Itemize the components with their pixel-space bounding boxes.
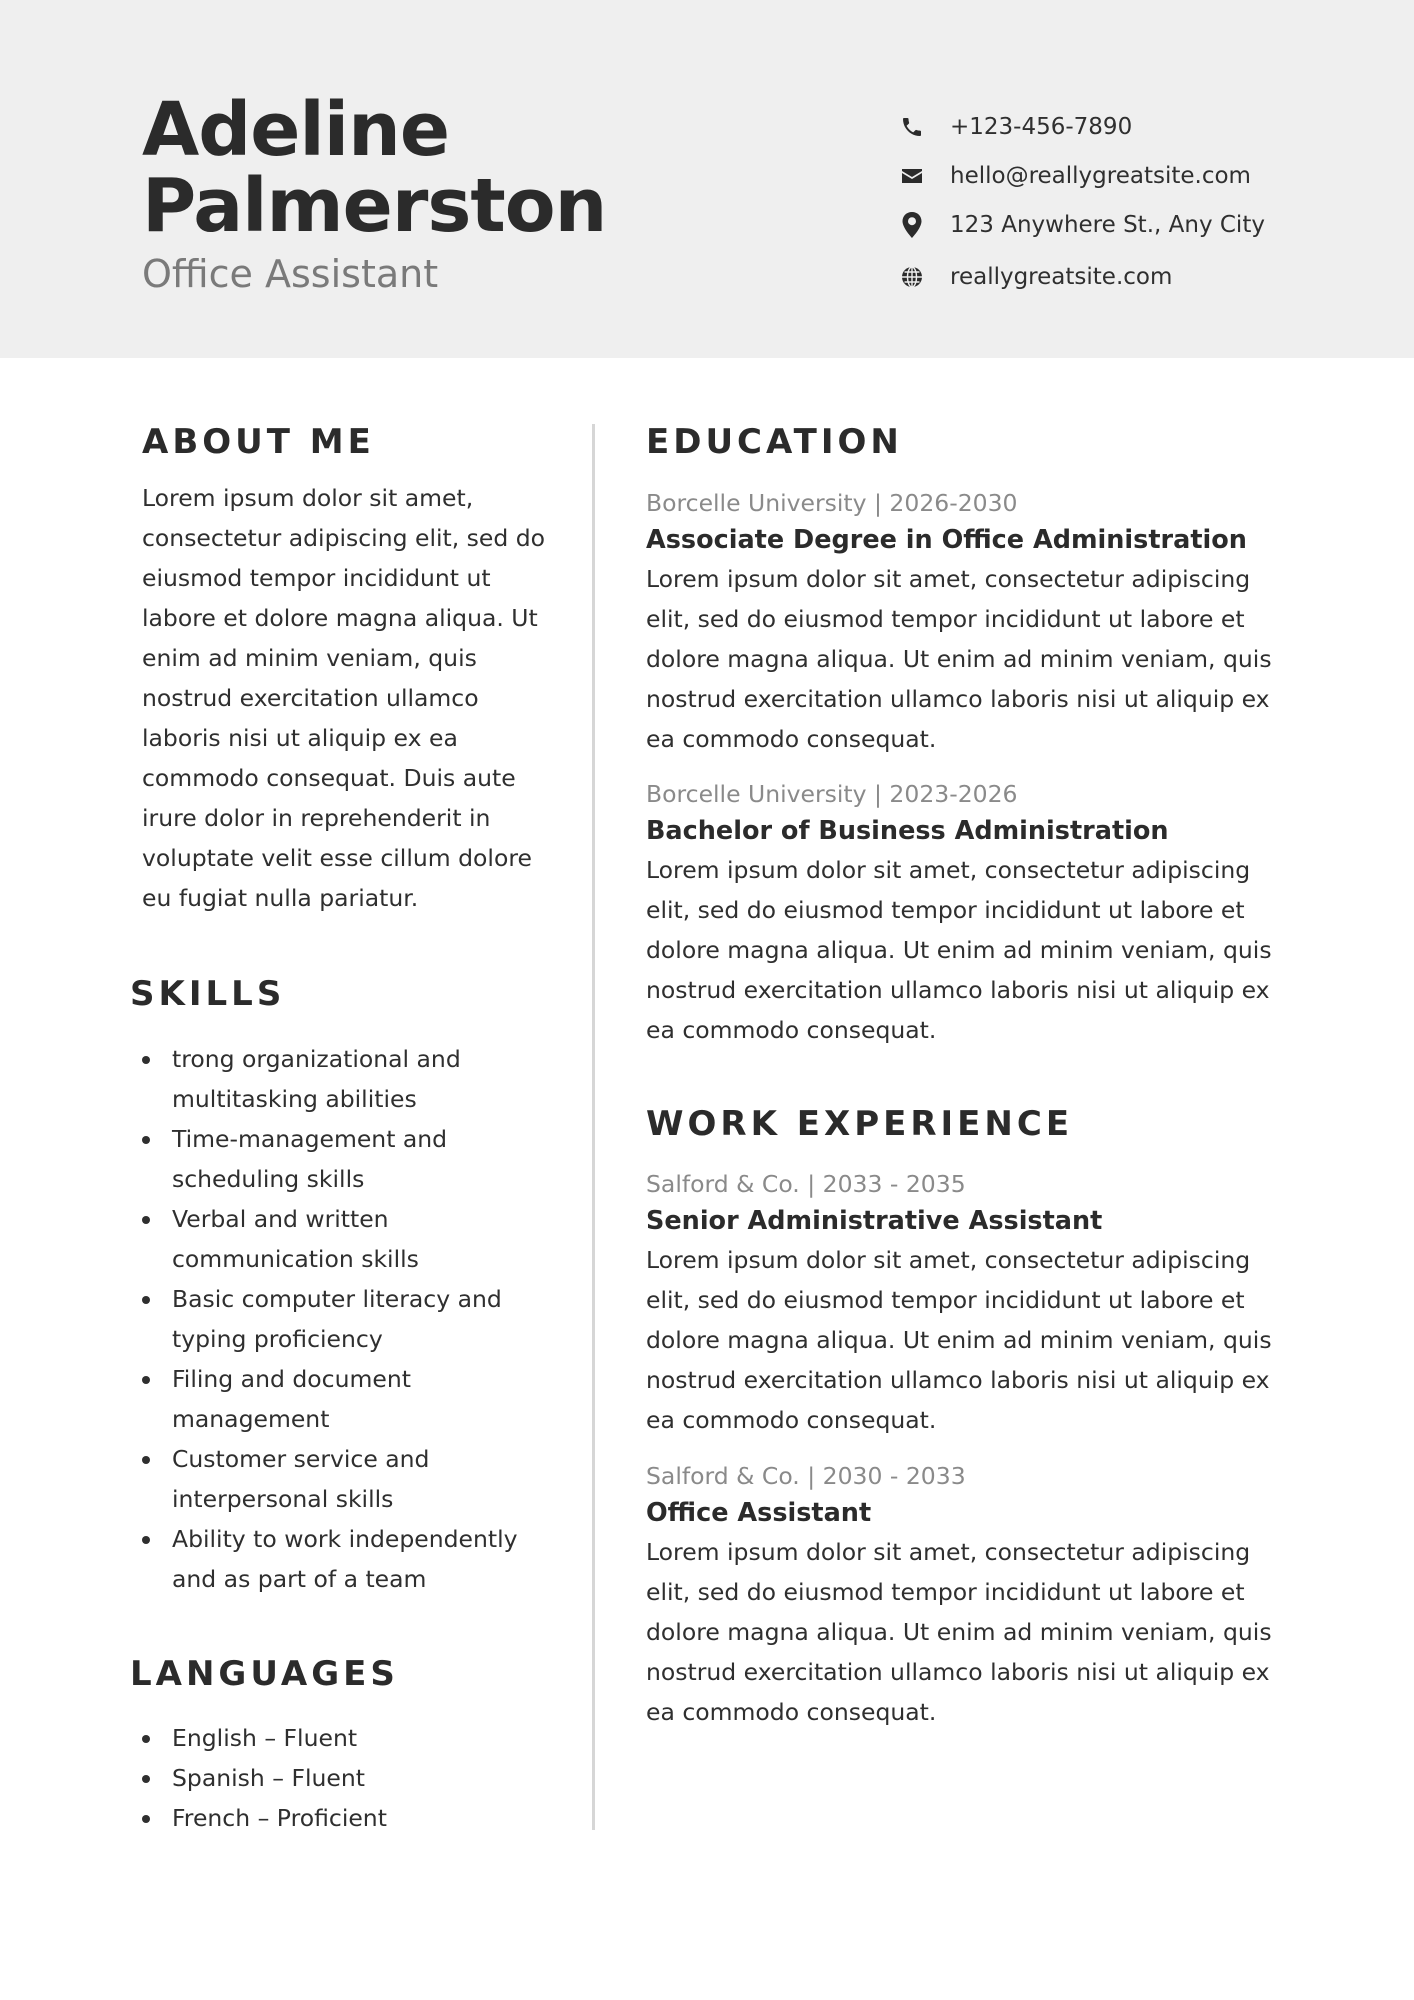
entry-meta: Salford & Co. | 2030 - 2033 — [646, 1462, 966, 1490]
list-item: French – Proficient — [142, 1798, 562, 1838]
job-title: Office Assistant — [142, 252, 439, 296]
skills-list — [142, 1039, 562, 1599]
globe-icon — [898, 263, 926, 291]
entry-description: Lorem ipsum dolor sit amet, consectetur adipiscing elit, sed do eiusmod tempor incididunt ut labore et dolore magna aliqua. Ut enim ad minim veniam, quis nostrud exercitation ullamco laboris nisi ut aliquip ex ea commodo consequat. — [646, 1538, 1272, 1726]
contact-list — [898, 112, 1368, 311]
address-text: 123 Anywhere St., Any City — [950, 212, 1265, 238]
contact-phone — [898, 112, 1368, 142]
entry-description: Lorem ipsum dolor sit amet, consectetur adipiscing elit, sed do eiusmod tempor incididunt ut labore et dolore magna aliqua. Ut enim ad minim veniam, quis nostrud exercitation ullamco laboris nisi ut aliquip ex ea commodo consequat. — [646, 856, 1272, 1044]
list-item: Basic computer literacy and typing proficiency — [142, 1279, 562, 1359]
entry-meta: Salford & Co. | 2033 - 2035 — [646, 1170, 966, 1198]
about-me-heading: ABOUT ME — [142, 422, 375, 462]
location-pin-icon — [898, 211, 926, 239]
entry-title: Associate Degree in Office Administration — [646, 525, 1247, 555]
contact-email — [898, 161, 1368, 191]
entry-meta: Borcelle University | 2023-2026 — [646, 780, 1018, 808]
work-entry — [646, 1166, 1286, 1440]
list-item: Filing and document management — [142, 1359, 562, 1439]
languages-heading: LANGUAGES — [130, 1654, 399, 1694]
list-item: Verbal and written communication skills — [142, 1199, 562, 1279]
list-item: Customer service and interpersonal skills — [142, 1439, 562, 1519]
candidate-name — [142, 87, 607, 249]
entry-meta: Borcelle University | 2026-2030 — [646, 489, 1018, 517]
list-item: English – Fluent — [142, 1718, 562, 1758]
education-entry — [646, 485, 1286, 759]
skills-heading: SKILLS — [130, 974, 286, 1014]
entry-description: Lorem ipsum dolor sit amet, consectetur adipiscing elit, sed do eiusmod tempor incididunt ut labore et dolore magna aliqua. Ut enim ad minim veniam, quis nostrud exercitation ullamco laboris nisi ut aliquip ex ea commodo consequat. — [646, 1246, 1272, 1434]
education-heading: EDUCATION — [646, 422, 903, 462]
list-item: Ability to work independently and as part of a team — [142, 1519, 562, 1599]
last-name: Palmerston — [142, 163, 607, 249]
education-entry — [646, 776, 1286, 1050]
first-name: Adeline — [142, 87, 450, 173]
entry-title: Office Assistant — [646, 1498, 872, 1528]
languages-list — [142, 1718, 562, 1838]
contact-website — [898, 262, 1368, 292]
contact-address — [898, 210, 1368, 240]
column-divider — [592, 424, 595, 1830]
work-experience-heading: WORK EXPERIENCE — [646, 1104, 1074, 1144]
website-text: reallygreatsite.com — [950, 264, 1173, 290]
list-item: Time-management and scheduling skills — [142, 1119, 562, 1199]
header-band — [0, 0, 1414, 358]
phone-icon — [898, 113, 926, 141]
mail-icon — [898, 162, 926, 190]
list-item: Spanish – Fluent — [142, 1758, 562, 1798]
entry-title: Senior Administrative Assistant — [646, 1206, 1103, 1236]
entry-description: Lorem ipsum dolor sit amet, consectetur adipiscing elit, sed do eiusmod tempor incididunt ut labore et dolore magna aliqua. Ut enim ad minim veniam, quis nostrud exercitation ullamco laboris nisi ut aliquip ex ea commodo consequat. — [646, 565, 1272, 753]
about-me-text: Lorem ipsum dolor sit amet, consectetur adipiscing elit, sed do eiusmod tempor incididunt ut labore et dolore magna aliqua. Ut enim ad minim veniam, quis nostrud exercitation ullamco laboris nisi ut aliquip ex ea commodo consequat. Duis aute irure dolor in reprehenderit in voluptate velit esse cillum dolore eu fugiat nulla pariatur. — [142, 484, 546, 912]
work-entry — [646, 1458, 1286, 1732]
entry-title: Bachelor of Business Administration — [646, 816, 1169, 846]
phone-text: +123-456-7890 — [950, 114, 1133, 140]
email-text: hello@reallygreatsite.com — [950, 163, 1251, 189]
list-item: trong organizational and multitasking abilities — [142, 1039, 562, 1119]
